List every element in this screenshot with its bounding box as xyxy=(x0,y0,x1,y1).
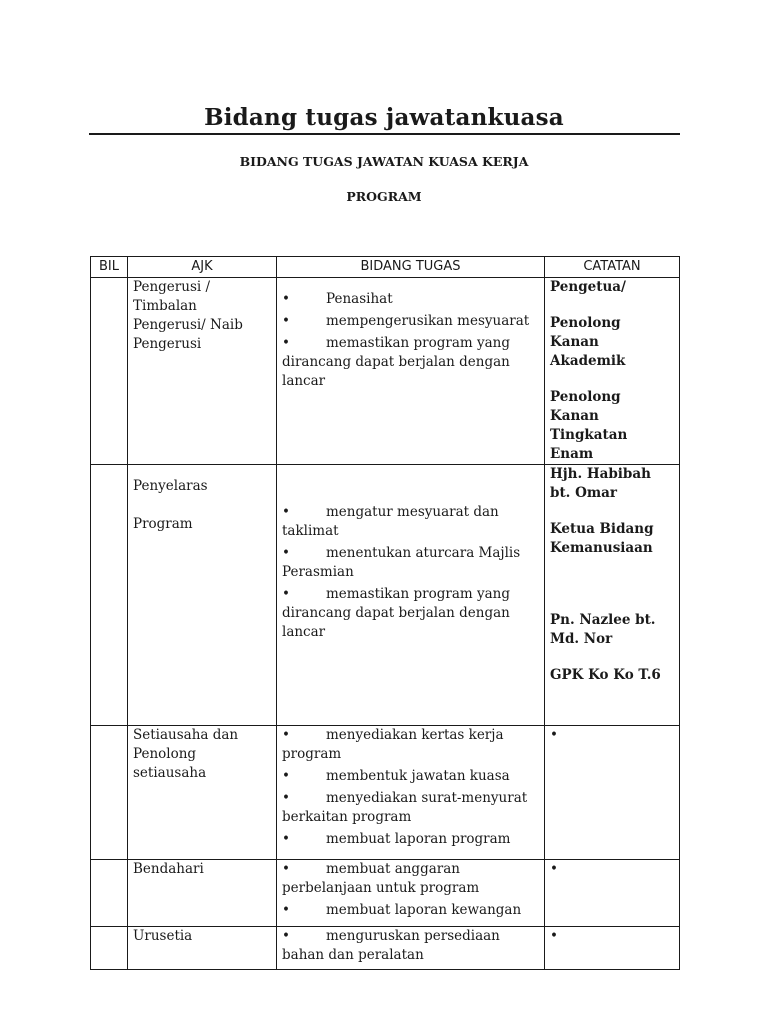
ajk-line: Penolong xyxy=(133,746,197,762)
duty-item: • menyediakan kertas kerja program xyxy=(282,727,504,762)
catatan-entry: Penolong Kanan Tingkatan Enam xyxy=(550,389,628,462)
bullet: • xyxy=(282,313,290,329)
bullet: • xyxy=(282,504,290,520)
bullet: • xyxy=(282,831,290,847)
bil-cell xyxy=(91,927,128,970)
duty-item: • menyediakan surat-menyurat berkaitan program xyxy=(282,790,528,825)
bullet: • xyxy=(282,291,290,307)
duty-item: • membuat anggaran perbelanjaan untuk program xyxy=(282,861,480,896)
ajk-line: Urusetia xyxy=(133,928,193,944)
duties-cell xyxy=(277,278,545,465)
bullet: • xyxy=(282,928,290,944)
duty-item: • membentuk jawatan kuasa xyxy=(282,768,510,784)
bil-cell xyxy=(91,278,128,465)
ajk-cell xyxy=(128,927,277,970)
bil-cell xyxy=(91,726,128,860)
catatan-bullet: • xyxy=(550,861,558,877)
ajk-line: Pengerusi / xyxy=(133,279,211,295)
ajk-line: Setiausaha dan xyxy=(133,727,239,743)
duty-item: • memastikan program yang dirancang dapat berjalan dengan lancar xyxy=(282,586,510,640)
header-catatan: CATATAN xyxy=(545,257,680,278)
catatan-cell xyxy=(545,278,680,465)
duties-cell xyxy=(277,465,545,726)
catatan-cell xyxy=(545,465,680,726)
table-row xyxy=(91,860,680,927)
catatan-bullet: • xyxy=(550,928,558,944)
catatan-bullet: • xyxy=(550,727,558,743)
table-row xyxy=(91,278,680,465)
duties-table xyxy=(90,256,680,970)
ajk-line: Pengerusi/ Naib xyxy=(133,317,243,333)
table-row xyxy=(91,726,680,860)
subtitle-line-2: PROGRAM xyxy=(346,189,422,204)
header-ajk: AJK xyxy=(128,257,277,278)
bil-cell xyxy=(91,860,128,927)
bullet: • xyxy=(282,790,290,806)
table-row xyxy=(91,465,680,726)
duties-cell xyxy=(277,726,545,860)
duty-item: • Penasihat xyxy=(282,291,393,307)
ajk-line: Penyelaras xyxy=(133,478,208,494)
ajk-cell xyxy=(128,860,277,927)
ajk-line: Pengerusi xyxy=(133,336,202,352)
catatan-entry: Ketua Bidang Kemanusiaan xyxy=(550,521,654,556)
duty-item: • membuat laporan kewangan xyxy=(282,902,522,918)
ajk-line: setiausaha xyxy=(133,765,207,781)
catatan-entry: Hjh. Habibah bt. Omar xyxy=(550,466,651,501)
bullet: • xyxy=(282,768,290,784)
ajk-line: Bendahari xyxy=(133,861,204,877)
subtitle-line-1: BIDANG TUGAS JAWATAN KUASA KERJA xyxy=(239,154,529,169)
duty-item: • menguruskan persediaan bahan dan peralatan xyxy=(282,928,500,963)
catatan-entry: Pengetua/ xyxy=(550,279,626,295)
ajk-cell xyxy=(128,726,277,860)
duties-cell xyxy=(277,860,545,927)
header-bidang-tugas: BIDANG TUGAS xyxy=(277,257,545,278)
catatan-entry: Penolong Kanan Akademik xyxy=(550,315,626,369)
catatan-cell xyxy=(545,927,680,970)
bullet: • xyxy=(282,727,290,743)
title-underline xyxy=(89,133,680,135)
catatan-cell xyxy=(545,726,680,860)
table-header-row xyxy=(91,257,680,278)
ajk-cell xyxy=(128,465,277,726)
ajk-cell xyxy=(128,278,277,465)
duty-item: • membuat laporan program xyxy=(282,831,511,847)
catatan-cell xyxy=(545,860,680,927)
bil-cell xyxy=(91,465,128,726)
duties-cell xyxy=(277,927,545,970)
catatan-entry: Pn. Nazlee bt. Md. Nor xyxy=(550,612,656,647)
bullet: • xyxy=(282,545,290,561)
duty-item: • mengatur mesyuarat dan taklimat xyxy=(282,504,499,539)
catatan-entry: GPK Ko Ko T.6 xyxy=(550,667,661,683)
duty-item: • menentukan aturcara Majlis Perasmian xyxy=(282,545,521,580)
table-row xyxy=(91,927,680,970)
ajk-line: Program xyxy=(133,516,193,532)
bullet: • xyxy=(282,902,290,918)
duty-item: • memastikan program yang dirancang dapat berjalan dengan lancar xyxy=(282,335,510,389)
bullet: • xyxy=(282,586,290,602)
bullet: • xyxy=(282,861,290,877)
document-title: Bidang tugas jawatankuasa xyxy=(204,104,564,131)
ajk-line: Timbalan xyxy=(133,298,197,314)
header-bil: BIL xyxy=(91,257,128,278)
duty-item: • mempengerusikan mesyuarat xyxy=(282,313,530,329)
bullet: • xyxy=(282,335,290,351)
